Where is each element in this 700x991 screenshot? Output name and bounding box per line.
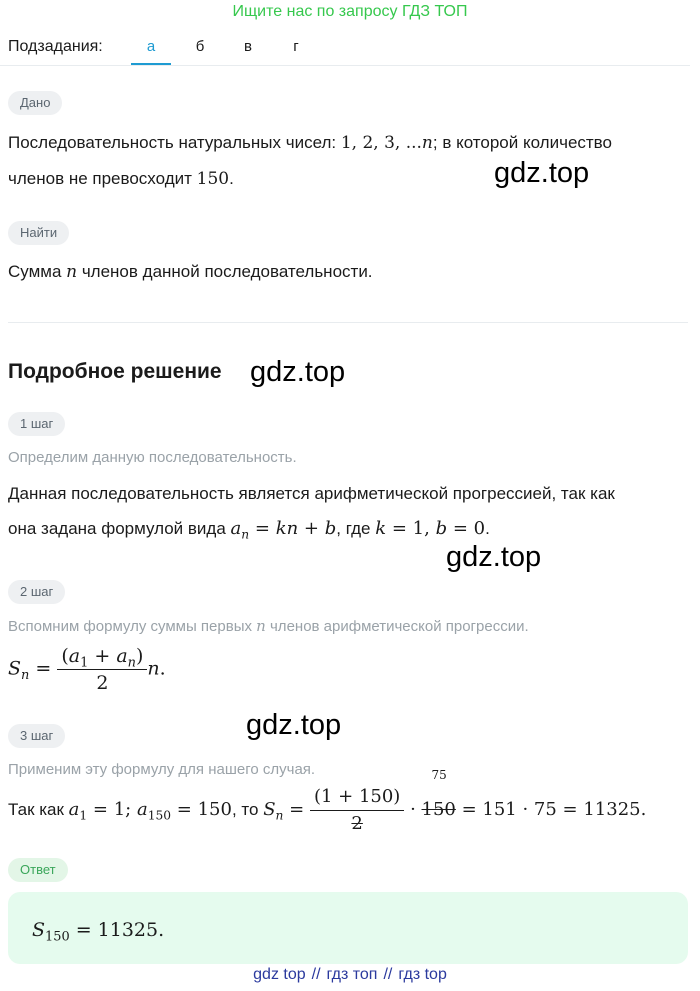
watermark: gdz.top [494, 157, 590, 189]
watermark: gdz.top [250, 356, 346, 388]
watermark: gdz.top [446, 541, 542, 573]
given-line-1: Последовательность натуральных чисел: 1, 2, 3, ...n; в которой количество [8, 133, 612, 153]
step-2-hint: Вспомним формулу суммы первых n членов арифметической прогрессии. [8, 617, 529, 635]
reduced-factor: 75 [431, 768, 447, 782]
sum-formula: $S_n$ = $\frac{(a_1 + a_n)}{2}$ n. [8, 645, 166, 694]
solution-title: Подробное решение [8, 360, 222, 383]
footer-separator: // [383, 966, 393, 983]
footer-links [0, 966, 700, 984]
step-1-line-1: Данная последовательность является арифметической прогрессией, так как [8, 484, 615, 503]
footer-link-3[interactable]: гдз top [398, 966, 447, 983]
section-divider [8, 322, 688, 323]
given-badge: Дано [8, 91, 62, 115]
step-3-calculation: Так как $a_1 = 1$; $a_{150} = 150$, то $S_n$ = $\frac{(1 + 150)}{2}$ · 75 150 = 151 · 75 = 11325. [8, 768, 647, 834]
step-3-hint: Применим эту формулу для нашего случая. [8, 761, 316, 778]
tab-b[interactable]: б [195, 38, 205, 55]
tab-a[interactable]: а [146, 38, 156, 55]
step-2-badge: 2 шаг [8, 580, 65, 604]
subtasks-label: Подзадания: [8, 38, 103, 55]
tab-v[interactable]: в [244, 38, 252, 55]
search-hint-banner: Ищите нас по запросу ГДЗ ТОП [232, 3, 468, 20]
answer-value: $S_{150} = 11325$. [32, 919, 165, 945]
tabs-divider [0, 65, 690, 66]
given-line-2: членов не превосходит 150. [8, 169, 234, 189]
footer-link-1[interactable]: gdz top [253, 966, 306, 983]
tab-g[interactable]: г [293, 38, 299, 55]
answer-badge: Ответ [8, 858, 68, 882]
find-badge: Найти [8, 221, 69, 245]
watermark: gdz.top [246, 709, 342, 741]
step-1-line-2: она задана формулой вида $a_n$ = kn + b, где k = 1, b = 0. [8, 518, 490, 542]
find-text: Сумма n членов данной последовательности. [8, 262, 373, 282]
step-1-hint: Определим данную последовательность. [8, 449, 297, 466]
step-3-badge: 3 шаг [8, 724, 65, 748]
footer-link-2[interactable]: гдз топ [326, 966, 378, 983]
step-1-badge: 1 шаг [8, 412, 65, 436]
footer-separator: // [311, 966, 321, 983]
